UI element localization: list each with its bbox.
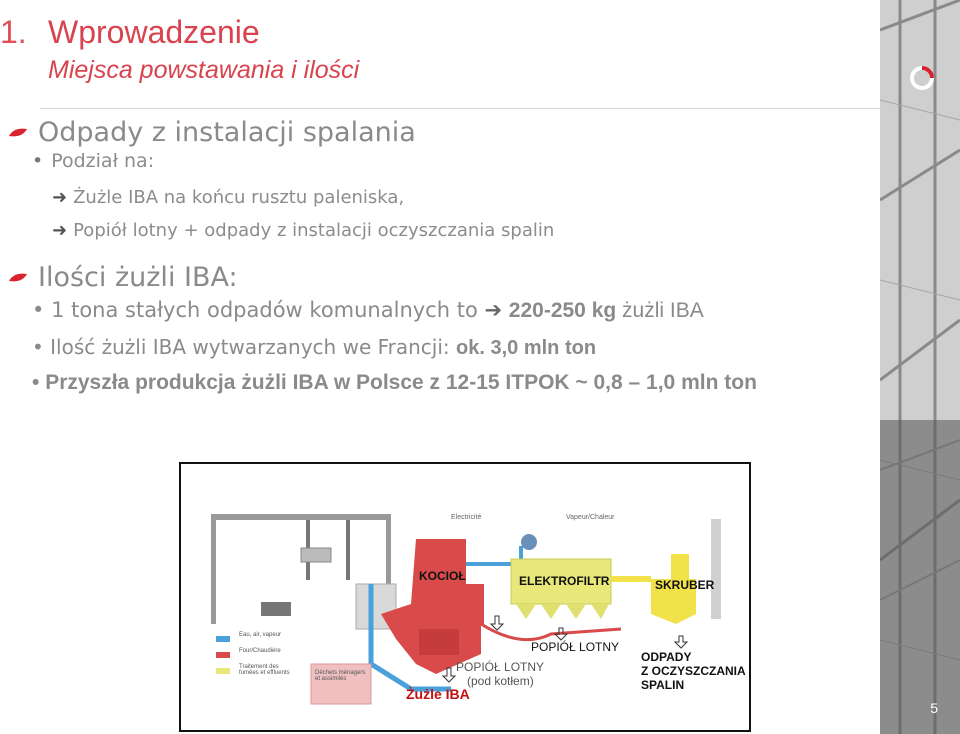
label-iba-slag: Żużle IBA xyxy=(406,686,470,702)
bullet-dot-icon: • xyxy=(32,298,52,322)
label-electrofilter: ELEKTROFILTR xyxy=(519,574,610,588)
double-arrow-icon: ➔ xyxy=(484,298,503,322)
logo-ring-icon xyxy=(908,64,936,92)
arrow-right-icon: ➜ xyxy=(52,220,68,241)
arrow-right-icon: ➜ xyxy=(52,187,68,208)
label-waste: ODPADY xyxy=(641,650,692,664)
section-heading-text: Odpady z instalacji spalania xyxy=(38,117,416,148)
leaf-bullet-icon xyxy=(8,126,28,140)
list-item-text: Żużle IBA na końcu rusztu paleniska, xyxy=(73,187,405,208)
page-title: Wprowadzenie xyxy=(48,14,260,50)
page-number: 5 xyxy=(930,700,938,716)
legend-treatment: Traitement des fumées et effluents xyxy=(239,664,290,676)
label-boiler: KOCIOŁ xyxy=(419,569,466,583)
bullet-text: Podział na: xyxy=(51,150,155,172)
section-heading-waste xyxy=(8,117,416,148)
title-divider xyxy=(40,108,890,109)
steel-structure-image xyxy=(880,0,960,734)
legend-water: Eau, air, vapeur xyxy=(239,632,282,638)
bullet-highlight: ok. 3,0 mln ton xyxy=(456,337,597,359)
bullet-dot-icon: • xyxy=(32,371,46,394)
label-electricity: Electricité xyxy=(451,514,482,521)
label-steam: Vapeur/Chaleur xyxy=(566,514,615,521)
bullet-highlight: 220-250 kg xyxy=(508,299,617,322)
bullet-text: Ilość żużli IBA wytwarzanych we Francji: xyxy=(50,335,457,359)
list-item xyxy=(52,187,404,208)
label-under-boiler: (pod kotłem) xyxy=(467,674,534,688)
label-from-cleaning: Z OCZYSZCZANIA xyxy=(641,664,746,678)
bullet-text: 1 tona stałych odpadów komunalnych to xyxy=(51,298,478,322)
list-item-text: Popiół lotny + odpady z instalacji oczyszczania spalin xyxy=(73,220,555,241)
decorative-photo-strip xyxy=(880,0,960,734)
incineration-plant-diagram xyxy=(179,462,751,732)
label-fly-ash-boiler: POPIÓŁ LOTNY xyxy=(456,660,545,674)
bullet-division xyxy=(32,150,154,172)
label-scrubber: SKRUBER xyxy=(655,578,715,592)
bullet-text: żużli IBA xyxy=(616,299,704,322)
label-household-waste: Déchets ménagers et assimilés xyxy=(315,670,366,682)
section-heading-quantities xyxy=(8,262,238,293)
bullet-text: Przyszła produkcja żużli IBA w Polsce z 12-15 ITPOK ~ 0,8 – 1,0 mln ton xyxy=(45,371,757,394)
bullet-dot-icon: • xyxy=(32,150,44,172)
page-subtitle: Miejsca powstawania i ilości xyxy=(48,56,360,84)
bullet-france xyxy=(32,335,596,360)
section-number: 1. xyxy=(0,14,27,50)
bullet-dot-icon: • xyxy=(32,335,51,359)
label-flue-gas: SPALIN xyxy=(641,678,685,692)
section-heading-text: Ilości żużli IBA: xyxy=(38,262,238,293)
bullet-poland xyxy=(32,371,757,395)
label-fly-ash: POPIÓŁ LOTNY xyxy=(531,640,620,654)
leaf-bullet-icon xyxy=(8,271,28,285)
list-item xyxy=(52,220,554,241)
bullet-ton-ratio xyxy=(32,298,704,323)
legend-boiler: Four/Chaudière xyxy=(239,648,281,654)
